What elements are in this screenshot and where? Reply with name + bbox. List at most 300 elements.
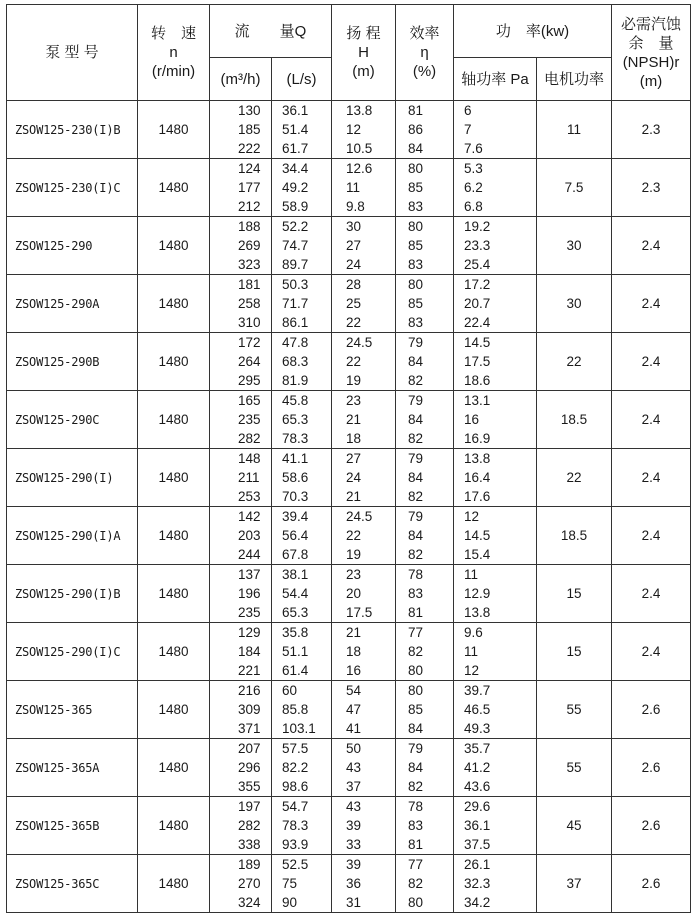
flow-ls-cell xyxy=(272,391,332,449)
flow-ls-cell xyxy=(272,333,332,391)
header-speed-label: 转 速 xyxy=(150,25,196,42)
shaft-power-cell-value: 19.2 xyxy=(464,219,491,234)
head-cell-value: 11 xyxy=(346,180,361,195)
efficiency-cell-value: 80 xyxy=(408,161,424,176)
model-cell: ZSOW125-365A xyxy=(7,739,138,797)
flow-m3h-cell-value: 371 xyxy=(238,721,261,736)
shaft-power-cell-value: 6 xyxy=(464,103,472,118)
flow-ls-cell-value: 89.7 xyxy=(282,257,309,272)
efficiency-cell-value: 79 xyxy=(408,335,424,350)
speed-cell: 1480 xyxy=(138,449,210,507)
efficiency-cell-value: 84 xyxy=(408,721,424,736)
flow-ls-cell-value: 35.8 xyxy=(282,625,309,640)
npsh-cell: 2.4 xyxy=(612,275,691,333)
flow-ls-cell-value: 49.2 xyxy=(282,180,309,195)
shaft-power-cell-value: 17.2 xyxy=(464,277,491,292)
flow-m3h-cell-value: 197 xyxy=(238,799,261,814)
motor-power-cell: 22 xyxy=(537,449,612,507)
head-cell-value: 12.6 xyxy=(346,161,373,176)
motor-power-cell: 18.5 xyxy=(537,507,612,565)
flow-m3h-cell xyxy=(210,333,272,391)
efficiency-cell-value: 80 xyxy=(408,219,424,234)
header-eff-unit: (%) xyxy=(412,63,437,80)
shaft-power-cell-value: 34.2 xyxy=(464,895,491,910)
head-cell xyxy=(332,681,396,739)
flow-m3h-cell-value: 310 xyxy=(238,315,261,330)
flow-ls-cell-value: 68.3 xyxy=(282,354,309,369)
header-efficiency xyxy=(396,5,454,101)
efficiency-cell-value: 83 xyxy=(408,586,424,601)
motor-power-cell: 15 xyxy=(537,565,612,623)
model-cell: ZSOW125-290(I) xyxy=(7,449,138,507)
efficiency-cell-value: 79 xyxy=(408,451,424,466)
flow-m3h-cell-value: 172 xyxy=(238,335,261,350)
flow-ls-cell-value: 52.5 xyxy=(282,857,309,872)
efficiency-cell-value: 77 xyxy=(408,857,424,872)
header-head-label: 扬 程 xyxy=(346,25,381,42)
flow-m3h-cell xyxy=(210,681,272,739)
head-cell-value: 21 xyxy=(346,625,362,640)
model-cell: ZSOW125-290(I)B xyxy=(7,565,138,623)
flow-m3h-cell-value: 137 xyxy=(238,567,261,582)
flow-ls-cell-value: 67.8 xyxy=(282,547,309,562)
header-flow: 流 量Q xyxy=(210,5,332,58)
efficiency-cell-value: 84 xyxy=(408,528,424,543)
head-cell-value: 25 xyxy=(346,296,362,311)
shaft-power-cell xyxy=(454,855,537,913)
flow-ls-cell-value: 36.1 xyxy=(282,103,309,118)
flow-m3h-cell-value: 309 xyxy=(238,702,261,717)
flow-m3h-cell-value: 148 xyxy=(238,451,261,466)
head-cell-value: 24.5 xyxy=(346,509,373,524)
motor-power-cell: 45 xyxy=(537,797,612,855)
flow-m3h-cell-value: 221 xyxy=(238,663,261,678)
head-cell-value: 28 xyxy=(346,277,362,292)
head-cell-value: 31 xyxy=(346,895,362,910)
header-power: 功 率(kw) xyxy=(454,5,612,58)
flow-m3h-cell-value: 296 xyxy=(238,760,261,775)
flow-ls-cell-value: 103.1 xyxy=(282,721,316,736)
flow-ls-cell xyxy=(272,275,332,333)
flow-ls-cell-value: 51.1 xyxy=(282,644,309,659)
model-cell: ZSOW125-290(I)C xyxy=(7,623,138,681)
shaft-power-cell-value: 43.6 xyxy=(464,779,491,794)
shaft-power-cell-value: 41.2 xyxy=(464,760,491,775)
flow-ls-cell-value: 58.6 xyxy=(282,470,309,485)
speed-cell: 1480 xyxy=(138,217,210,275)
shaft-power-cell-value: 13.8 xyxy=(464,605,491,620)
efficiency-cell xyxy=(396,565,454,623)
flow-ls-cell-value: 45.8 xyxy=(282,393,309,408)
table-row xyxy=(7,623,691,681)
head-cell-value: 16 xyxy=(346,663,362,678)
flow-m3h-cell-value: 212 xyxy=(238,199,261,214)
flow-ls-cell-value: 50.3 xyxy=(282,277,309,292)
flow-m3h-cell xyxy=(210,391,272,449)
table-row xyxy=(7,391,691,449)
shaft-power-cell-value: 11 xyxy=(464,567,479,582)
model-cell: ZSOW125-290(I)A xyxy=(7,507,138,565)
flow-ls-cell xyxy=(272,797,332,855)
flow-m3h-cell-value: 184 xyxy=(238,644,261,659)
head-cell-value: 30 xyxy=(346,219,362,234)
flow-m3h-cell-value: 129 xyxy=(238,625,261,640)
header-motor-power: 电机功率 xyxy=(537,58,612,101)
head-cell-value: 13.8 xyxy=(346,103,373,118)
header-shaft-power: 轴功率 Pa xyxy=(454,58,537,101)
head-cell-value: 21 xyxy=(346,489,362,504)
flow-m3h-cell xyxy=(210,565,272,623)
shaft-power-cell-value: 36.1 xyxy=(464,818,491,833)
flow-m3h-cell-value: 177 xyxy=(238,180,261,195)
head-cell-value: 39 xyxy=(346,818,362,833)
header-eff-label: 效率 xyxy=(409,25,440,42)
motor-power-cell: 7.5 xyxy=(537,159,612,217)
shaft-power-cell-value: 9.6 xyxy=(464,625,483,640)
efficiency-cell-value: 83 xyxy=(408,257,424,272)
npsh-cell: 2.6 xyxy=(612,681,691,739)
flow-ls-cell-value: 58.9 xyxy=(282,199,309,214)
flow-ls-cell-value: 70.3 xyxy=(282,489,309,504)
efficiency-cell-value: 82 xyxy=(408,547,424,562)
flow-m3h-cell xyxy=(210,159,272,217)
efficiency-cell-value: 85 xyxy=(408,296,424,311)
shaft-power-cell-value: 13.8 xyxy=(464,451,491,466)
flow-m3h-cell-value: 324 xyxy=(238,895,261,910)
shaft-power-cell xyxy=(454,101,537,159)
head-cell-value: 12 xyxy=(346,122,362,137)
flow-ls-cell-value: 52.2 xyxy=(282,219,309,234)
head-cell xyxy=(332,101,396,159)
model-cell: ZSOW125-290A xyxy=(7,275,138,333)
flow-m3h-cell xyxy=(210,855,272,913)
flow-ls-cell-value: 78.3 xyxy=(282,431,309,446)
efficiency-cell-value: 84 xyxy=(408,141,424,156)
head-cell-value: 23 xyxy=(346,567,362,582)
shaft-power-cell-value: 32.3 xyxy=(464,876,491,891)
npsh-cell: 2.4 xyxy=(612,449,691,507)
head-cell-value: 54 xyxy=(346,683,362,698)
flow-m3h-cell-value: 282 xyxy=(238,431,261,446)
flow-m3h-cell-value: 207 xyxy=(238,741,261,756)
head-cell-value: 17.5 xyxy=(346,605,373,620)
head-cell-value: 37 xyxy=(346,779,362,794)
speed-cell: 1480 xyxy=(138,507,210,565)
efficiency-cell-value: 80 xyxy=(408,663,424,678)
flow-m3h-cell-value: 235 xyxy=(238,605,261,620)
efficiency-cell-value: 82 xyxy=(408,876,424,891)
table-row xyxy=(7,797,691,855)
efficiency-cell xyxy=(396,333,454,391)
speed-cell: 1480 xyxy=(138,391,210,449)
shaft-power-cell xyxy=(454,217,537,275)
efficiency-cell xyxy=(396,217,454,275)
shaft-power-cell-value: 35.7 xyxy=(464,741,491,756)
head-cell xyxy=(332,797,396,855)
flow-m3h-cell-value: 269 xyxy=(238,238,261,253)
speed-cell: 1480 xyxy=(138,159,210,217)
flow-m3h-cell xyxy=(210,623,272,681)
efficiency-cell-value: 84 xyxy=(408,412,424,427)
shaft-power-cell-value: 7 xyxy=(464,122,472,137)
model-cell: ZSOW125-365 xyxy=(7,681,138,739)
flow-ls-cell-value: 86.1 xyxy=(282,315,309,330)
flow-m3h-cell-value: 181 xyxy=(238,277,261,292)
efficiency-cell-value: 78 xyxy=(408,567,424,582)
head-cell-value: 20 xyxy=(346,586,362,601)
head-cell-value: 36 xyxy=(346,876,362,891)
flow-ls-cell-value: 65.3 xyxy=(282,412,309,427)
head-cell xyxy=(332,391,396,449)
efficiency-cell-value: 79 xyxy=(408,741,424,756)
npsh-cell: 2.6 xyxy=(612,797,691,855)
flow-ls-cell-value: 47.8 xyxy=(282,335,309,350)
table-row xyxy=(7,159,691,217)
head-cell xyxy=(332,623,396,681)
head-cell xyxy=(332,159,396,217)
pump-spec-table xyxy=(6,4,691,913)
flow-ls-cell-value: 71.7 xyxy=(282,296,309,311)
efficiency-cell xyxy=(396,855,454,913)
flow-m3h-cell-value: 355 xyxy=(238,779,261,794)
flow-ls-cell-value: 51.4 xyxy=(282,122,309,137)
efficiency-cell xyxy=(396,275,454,333)
flow-ls-cell xyxy=(272,681,332,739)
shaft-power-cell-value: 29.6 xyxy=(464,799,491,814)
head-cell xyxy=(332,275,396,333)
head-cell-value: 22 xyxy=(346,528,362,543)
flow-m3h-cell-value: 188 xyxy=(238,219,261,234)
head-cell-value: 39 xyxy=(346,857,362,872)
header-npsh-line4: (m) xyxy=(639,72,663,90)
shaft-power-cell xyxy=(454,623,537,681)
header-head xyxy=(332,5,396,101)
speed-cell: 1480 xyxy=(138,623,210,681)
header-speed-symbol: n xyxy=(169,44,178,61)
header-speed xyxy=(138,5,210,101)
table-row xyxy=(7,449,691,507)
efficiency-cell-value: 85 xyxy=(408,702,424,717)
head-cell-value: 23 xyxy=(346,393,362,408)
shaft-power-cell xyxy=(454,507,537,565)
flow-ls-cell-value: 57.5 xyxy=(282,741,309,756)
head-cell xyxy=(332,507,396,565)
shaft-power-cell-value: 37.5 xyxy=(464,837,491,852)
efficiency-cell-value: 80 xyxy=(408,277,424,292)
head-cell-value: 18 xyxy=(346,644,362,659)
shaft-power-cell-value: 6.8 xyxy=(464,199,483,214)
header-flow-m3h: (m³/h) xyxy=(210,58,272,101)
flow-ls-cell xyxy=(272,217,332,275)
head-cell-value: 24 xyxy=(346,257,362,272)
flow-m3h-cell-value: 235 xyxy=(238,412,261,427)
flow-m3h-cell-value: 323 xyxy=(238,257,261,272)
flow-m3h-cell xyxy=(210,449,272,507)
head-cell-value: 43 xyxy=(346,760,362,775)
motor-power-cell: 30 xyxy=(537,217,612,275)
header-head-symbol: H xyxy=(358,44,369,61)
efficiency-cell-value: 83 xyxy=(408,818,424,833)
flow-ls-cell-value: 61.4 xyxy=(282,663,309,678)
npsh-cell: 2.4 xyxy=(612,623,691,681)
model-cell: ZSOW125-365C xyxy=(7,855,138,913)
flow-m3h-cell xyxy=(210,739,272,797)
head-cell xyxy=(332,449,396,507)
flow-m3h-cell-value: 216 xyxy=(238,683,261,698)
model-cell: ZSOW125-230(I)B xyxy=(7,101,138,159)
head-cell-value: 27 xyxy=(346,238,362,253)
shaft-power-cell-value: 12.9 xyxy=(464,586,491,601)
efficiency-cell-value: 82 xyxy=(408,373,424,388)
flow-ls-cell xyxy=(272,507,332,565)
shaft-power-cell-value: 22.4 xyxy=(464,315,491,330)
shaft-power-cell-value: 26.1 xyxy=(464,857,491,872)
speed-cell: 1480 xyxy=(138,739,210,797)
flow-m3h-cell-value: 185 xyxy=(238,122,261,137)
flow-m3h-cell-value: 295 xyxy=(238,373,261,388)
npsh-cell: 2.4 xyxy=(612,565,691,623)
shaft-power-cell-value: 49.3 xyxy=(464,721,491,736)
table-row xyxy=(7,681,691,739)
shaft-power-cell xyxy=(454,797,537,855)
flow-m3h-cell-value: 142 xyxy=(238,509,261,524)
flow-ls-cell-value: 81.9 xyxy=(282,373,309,388)
head-cell-value: 50 xyxy=(346,741,362,756)
speed-cell: 1480 xyxy=(138,797,210,855)
head-cell-value: 22 xyxy=(346,354,362,369)
head-cell xyxy=(332,565,396,623)
efficiency-cell-value: 82 xyxy=(408,431,424,446)
head-cell-value: 27 xyxy=(346,451,362,466)
motor-power-cell: 15 xyxy=(537,623,612,681)
flow-m3h-cell-value: 270 xyxy=(238,876,261,891)
flow-ls-cell-value: 34.4 xyxy=(282,161,309,176)
flow-m3h-cell-value: 203 xyxy=(238,528,261,543)
header-flow-ls: (L/s) xyxy=(272,58,332,101)
efficiency-cell-value: 84 xyxy=(408,760,424,775)
efficiency-cell xyxy=(396,797,454,855)
head-cell-value: 10.5 xyxy=(346,141,373,156)
flow-ls-cell xyxy=(272,565,332,623)
efficiency-cell xyxy=(396,159,454,217)
motor-power-cell: 22 xyxy=(537,333,612,391)
efficiency-cell-value: 79 xyxy=(408,393,424,408)
shaft-power-cell-value: 16.9 xyxy=(464,431,491,446)
table-row xyxy=(7,855,691,913)
shaft-power-cell-value: 16.4 xyxy=(464,470,491,485)
flow-m3h-cell xyxy=(210,275,272,333)
motor-power-cell: 11 xyxy=(537,101,612,159)
head-cell-value: 19 xyxy=(346,547,362,562)
flow-m3h-cell-value: 253 xyxy=(238,489,261,504)
table-row xyxy=(7,565,691,623)
flow-m3h-cell xyxy=(210,797,272,855)
efficiency-cell-value: 77 xyxy=(408,625,424,640)
efficiency-cell xyxy=(396,623,454,681)
efficiency-cell-value: 86 xyxy=(408,122,424,137)
motor-power-cell: 18.5 xyxy=(537,391,612,449)
model-cell: ZSOW125-290C xyxy=(7,391,138,449)
table-row xyxy=(7,507,691,565)
efficiency-cell-value: 82 xyxy=(408,489,424,504)
speed-cell: 1480 xyxy=(138,333,210,391)
efficiency-cell-value: 81 xyxy=(408,103,424,118)
efficiency-cell xyxy=(396,681,454,739)
shaft-power-cell-value: 12 xyxy=(464,663,480,678)
flow-ls-cell xyxy=(272,449,332,507)
motor-power-cell: 30 xyxy=(537,275,612,333)
flow-ls-cell-value: 75 xyxy=(282,876,298,891)
flow-ls-cell-value: 93.9 xyxy=(282,837,309,852)
motor-power-cell: 55 xyxy=(537,739,612,797)
flow-ls-cell-value: 41.1 xyxy=(282,451,309,466)
shaft-power-cell-value: 11 xyxy=(464,644,479,659)
efficiency-cell-value: 79 xyxy=(408,509,424,524)
npsh-cell: 2.4 xyxy=(612,217,691,275)
npsh-cell: 2.4 xyxy=(612,391,691,449)
efficiency-cell-value: 81 xyxy=(408,837,424,852)
efficiency-cell xyxy=(396,101,454,159)
shaft-power-cell xyxy=(454,681,537,739)
flow-m3h-cell-value: 189 xyxy=(238,857,261,872)
flow-ls-cell-value: 54.7 xyxy=(282,799,309,814)
head-cell-value: 43 xyxy=(346,799,362,814)
header-head-unit: (m) xyxy=(352,63,375,80)
flow-m3h-cell-value: 258 xyxy=(238,296,261,311)
model-cell: ZSOW125-290B xyxy=(7,333,138,391)
shaft-power-cell-value: 25.4 xyxy=(464,257,491,272)
efficiency-cell-value: 80 xyxy=(408,683,424,698)
table-row xyxy=(7,275,691,333)
pump-rows xyxy=(7,101,691,913)
flow-ls-cell-value: 82.2 xyxy=(282,760,309,775)
head-cell-value: 24.5 xyxy=(346,335,373,350)
shaft-power-cell-value: 6.2 xyxy=(464,180,483,195)
efficiency-cell-value: 78 xyxy=(408,799,424,814)
shaft-power-cell-value: 23.3 xyxy=(464,238,491,253)
npsh-cell: 2.4 xyxy=(612,333,691,391)
flow-ls-cell-value: 61.7 xyxy=(282,141,309,156)
efficiency-cell-value: 84 xyxy=(408,354,424,369)
speed-cell: 1480 xyxy=(138,855,210,913)
head-cell-value: 9.8 xyxy=(346,199,365,214)
head-cell-value: 21 xyxy=(346,412,362,427)
shaft-power-cell xyxy=(454,449,537,507)
head-cell-value: 33 xyxy=(346,837,362,852)
shaft-power-cell xyxy=(454,739,537,797)
flow-m3h-cell xyxy=(210,507,272,565)
shaft-power-cell xyxy=(454,391,537,449)
motor-power-cell: 37 xyxy=(537,855,612,913)
head-cell-value: 19 xyxy=(346,373,362,388)
efficiency-cell xyxy=(396,449,454,507)
shaft-power-cell-value: 13.1 xyxy=(464,393,491,408)
shaft-power-cell-value: 20.7 xyxy=(464,296,491,311)
shaft-power-cell-value: 15.4 xyxy=(464,547,491,562)
flow-m3h-cell-value: 264 xyxy=(238,354,261,369)
shaft-power-cell-value: 14.5 xyxy=(464,335,491,350)
npsh-cell: 2.4 xyxy=(612,507,691,565)
flow-ls-cell-value: 56.4 xyxy=(282,528,309,543)
shaft-power-cell-value: 18.6 xyxy=(464,373,491,388)
shaft-power-cell xyxy=(454,565,537,623)
header-speed-unit: (r/min) xyxy=(151,63,196,80)
head-cell-value: 41 xyxy=(346,721,362,736)
header-model: 泵 型 号 xyxy=(7,5,138,101)
shaft-power-cell-value: 16 xyxy=(464,412,480,427)
flow-m3h-cell xyxy=(210,101,272,159)
head-cell-value: 22 xyxy=(346,315,362,330)
